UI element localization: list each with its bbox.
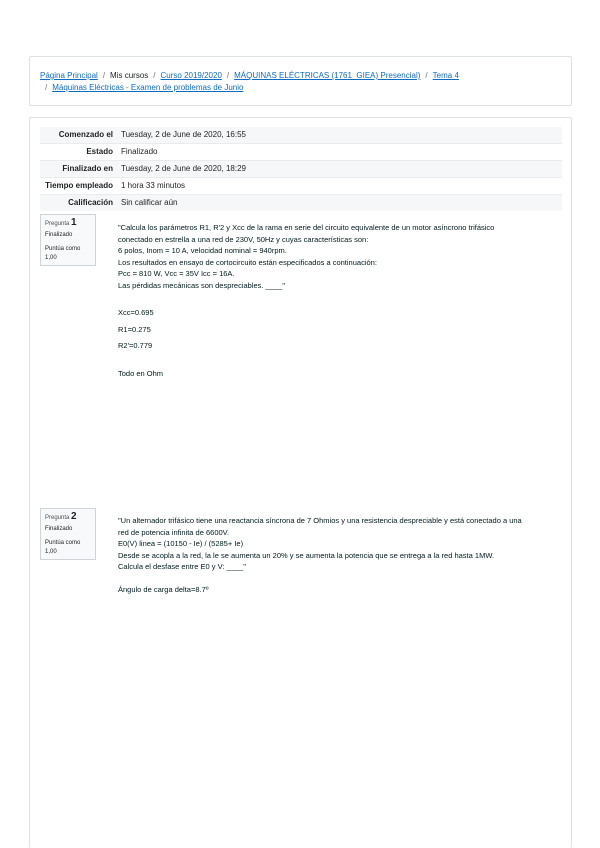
breadcrumb-separator: / <box>226 71 230 80</box>
question-label: Pregunta <box>45 221 70 227</box>
summary-value: Finalizado <box>121 147 158 156</box>
breadcrumb-home-link[interactable]: Página Principal <box>40 71 98 80</box>
question-text-line: 6 polos, Inom = 10 A, velocidad nominal = 940rpm. <box>118 246 287 255</box>
question-points: 1,00 <box>45 549 57 555</box>
breadcrumb-course-year-link[interactable]: Curso 2019/2020 <box>160 71 222 80</box>
question-answer-line: R1=0.275 <box>118 324 151 334</box>
summary-label: Calificación <box>68 198 113 207</box>
quiz-review-card <box>29 117 572 848</box>
summary-value: Tuesday, 2 de June de 2020, 16:55 <box>121 130 246 139</box>
summary-row-state <box>40 143 562 160</box>
question-answer-line: Ángulo de carga delta=8.7º <box>118 584 209 594</box>
summary-row-time-taken <box>40 177 562 194</box>
question-points-label: Puntúa como <box>45 246 81 252</box>
summary-label: Comenzado el <box>58 130 113 139</box>
question-text-line: E0(V) linea = (10150 - Ie) / (5285+ Ie) <box>118 539 244 548</box>
summary-row-grade <box>40 194 562 211</box>
question-number: 2 <box>71 511 77 522</box>
summary-label: Tiempo empleado <box>45 181 113 190</box>
breadcrumb-separator: / <box>45 83 48 92</box>
summary-value: Tuesday, 2 de June de 2020, 18:29 <box>121 164 246 173</box>
breadcrumb-course-link[interactable]: MÁQUINAS ELÉCTRICAS (1761_GIEA) Presencial) <box>234 71 421 80</box>
summary-value: Sin calificar aún <box>121 198 178 207</box>
question-1-text <box>118 222 558 379</box>
question-2-text <box>118 515 558 595</box>
summary-row-started <box>40 127 562 143</box>
question-state: Finalizado <box>45 526 73 532</box>
question-text-line: "Calcula los parámetros R1, R'2 y Xcc de la rama en serie del circuito equivalente de un motor asíncrono trifásico <box>118 223 495 232</box>
question-text-line: red de potencia infinita de 6600V. <box>118 527 230 537</box>
summary-value: 1 hora 33 minutos <box>121 181 186 190</box>
question-text-line: Pcc = 810 W, Vcc = 35V Icc = 16A. <box>118 269 235 278</box>
question-text-line: Calcula el desfase entre E0 y V: ____" <box>118 562 246 571</box>
question-1-info <box>40 214 96 266</box>
breadcrumb-separator: / <box>102 71 106 80</box>
question-points-label: Puntúa como <box>45 540 81 546</box>
question-number: 1 <box>71 217 77 228</box>
question-text-line: conectado en estrella a una red de 230V, 50Hz y cuyas características son: <box>118 234 369 244</box>
breadcrumb-topic-link[interactable]: Tema 4 <box>432 71 459 80</box>
question-answer-line: Xcc=0.695 <box>118 308 154 317</box>
question-answer-line: Todo en Ohm <box>118 368 164 378</box>
breadcrumb-my-courses: Mis cursos <box>110 71 149 80</box>
question-state: Finalizado <box>45 232 73 238</box>
attempt-summary-table <box>40 127 562 211</box>
question-2-info <box>40 508 96 560</box>
question-text-line: Los resultados en ensayo de cortocircuito están especificados a continuación: <box>118 257 377 267</box>
question-points: 1,00 <box>45 255 57 261</box>
question-label: Pregunta <box>45 515 70 521</box>
breadcrumb-exam-link[interactable]: Máquinas Eléctricas - Examen de problemas de Junio <box>52 83 244 92</box>
summary-row-completed <box>40 160 562 177</box>
breadcrumb-separator: / <box>153 71 156 80</box>
breadcrumb <box>29 56 572 106</box>
question-text-line: Las pérdidas mecánicas son despreciables. ____" <box>118 280 285 290</box>
summary-label: Estado <box>86 147 113 156</box>
question-answer-line: R2'=0.779 <box>118 341 153 350</box>
question-text-line: "Un alternador trifásico tiene una reactancia síncrona de 7 Ohmios y una resistencia despreciable y está conectado a una <box>118 516 522 525</box>
question-text-line: Desde se acopla a la red, la le se aumenta un 20% y se aumenta la potencia que se entrega a la red hasta 1MW. <box>118 550 495 560</box>
summary-label: Finalizado en <box>62 164 113 173</box>
breadcrumb-separator: / <box>425 71 428 80</box>
